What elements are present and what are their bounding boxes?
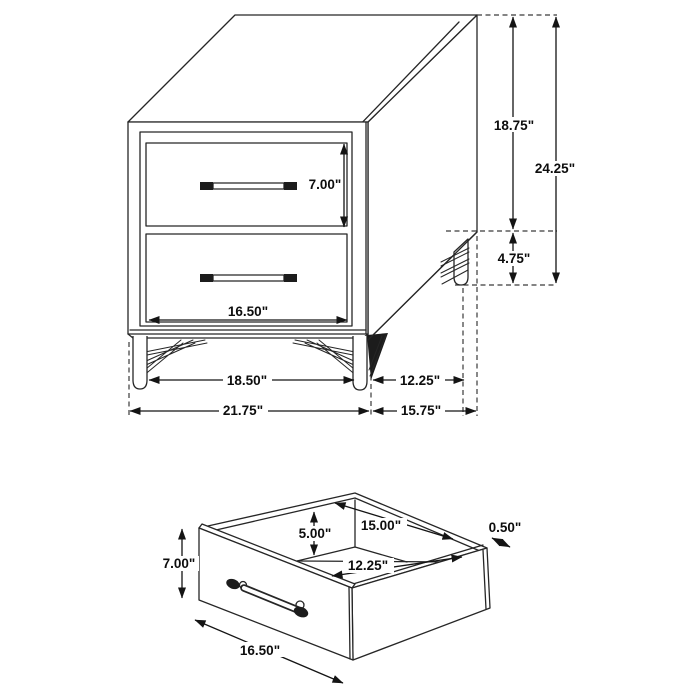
dim-label-drawer-height: 7.00" xyxy=(308,177,342,192)
nightstand-figure xyxy=(128,15,579,418)
front-right-leg xyxy=(293,333,388,390)
drawer-2-handle-right-cap xyxy=(284,274,297,282)
dim-label-front-leg-span: 18.50" xyxy=(226,373,268,388)
drawer-1-handle-left-cap xyxy=(200,182,213,190)
dim-label-inner-depth: 12.25" xyxy=(347,558,389,573)
dim-label-leg-height: 4.75" xyxy=(497,251,531,266)
drawer-figure xyxy=(160,493,521,683)
drawer-1-handle xyxy=(200,182,297,190)
dim-label-inner-width: 15.00" xyxy=(360,518,402,533)
dim-line-wall-thickness xyxy=(492,538,510,547)
dim-label-front-width: 16.50" xyxy=(239,643,281,658)
dim-label-inner-height: 5.00" xyxy=(298,526,332,541)
drawer-2-handle-bar xyxy=(213,275,284,281)
dim-label-overall-width: 21.75" xyxy=(222,403,264,418)
dim-label-body-height: 18.75" xyxy=(493,118,535,133)
dim-label-front-height: 7.00" xyxy=(162,556,196,571)
front-left-leg xyxy=(133,336,207,389)
dim-label-overall-depth: 15.75" xyxy=(400,403,442,418)
dim-label-overall-height: 24.25" xyxy=(534,161,576,176)
dim-label-wall-thickness: 0.50" xyxy=(488,520,522,535)
dim-label-side-leg-span: 12.25" xyxy=(399,373,441,388)
drawer-1-handle-right-cap xyxy=(284,182,297,190)
drawer-1-handle-bar xyxy=(213,183,284,189)
drawer-2-handle xyxy=(200,274,297,282)
dim-label-drawer-width: 16.50" xyxy=(227,304,269,319)
drawer-2-handle-left-cap xyxy=(200,274,213,282)
